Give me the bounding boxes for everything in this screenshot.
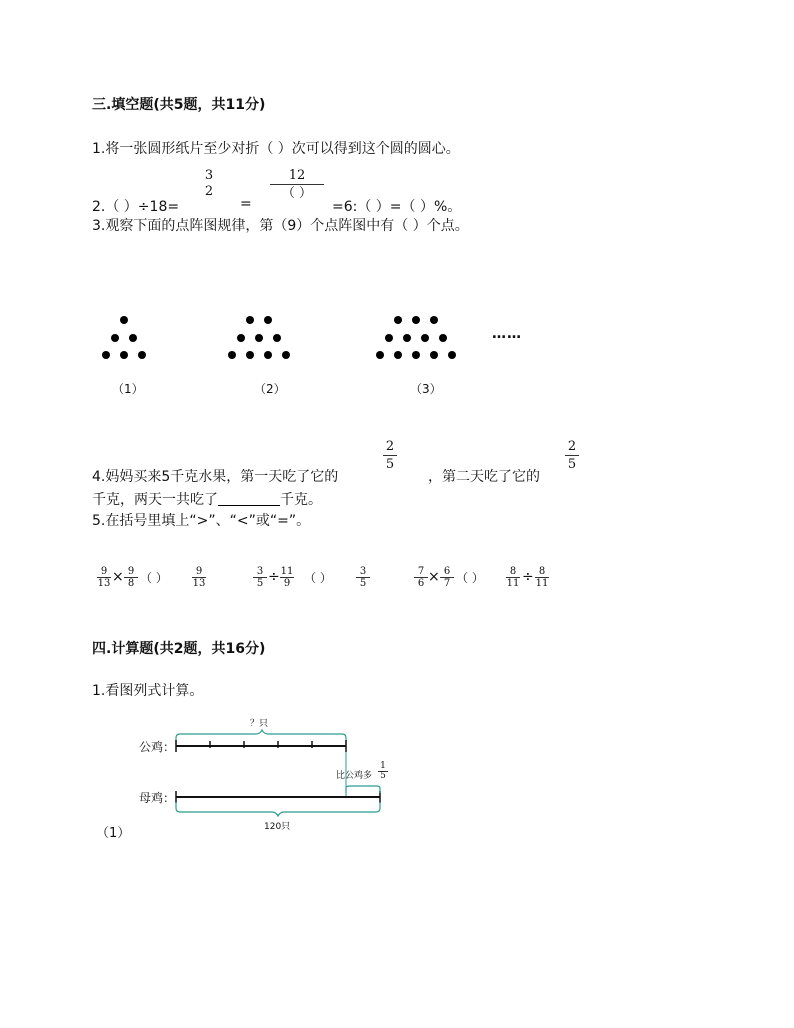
- fraction-denominator: 13: [192, 578, 206, 589]
- fraction-denominator: 8: [127, 578, 135, 589]
- question-5-text: 5.在括号里填上“>”、“<”或“=”。: [92, 513, 311, 529]
- fraction-numerator: 2: [385, 439, 395, 454]
- fraction-denominator: 5: [256, 578, 264, 589]
- sub-question-label: （1）: [96, 826, 131, 841]
- fraction-denominator: 7: [443, 578, 451, 589]
- expr1-operator: ×: [112, 569, 124, 585]
- dot-array-label-1: （1）: [112, 382, 144, 396]
- section-title-calculation: 四.计算题(共2题，共16分): [92, 641, 266, 657]
- dot-array-label-3: （3）: [410, 382, 442, 396]
- extra-brace: [346, 786, 380, 793]
- fraction-denominator: 5: [385, 457, 395, 472]
- hen-label: 母鸡：: [139, 791, 176, 805]
- section-title-fill-blank: 三.填空题(共5题，共11分): [92, 97, 266, 113]
- fraction-denominator: 6: [417, 578, 425, 589]
- rooster-label: 公鸡：: [139, 740, 176, 754]
- expr1-answer-paren[interactable]: （ ）: [140, 571, 168, 585]
- bottom-brace-label: 120只: [264, 822, 291, 832]
- top-brace: [176, 730, 346, 744]
- dot-array-ellipsis: ……: [492, 326, 522, 342]
- fraction-denominator: 5: [380, 771, 386, 781]
- fraction-denominator: 9: [283, 578, 291, 589]
- fraction-denominator: 13: [97, 578, 111, 589]
- fraction-numerator: 2: [567, 439, 577, 454]
- fraction-numerator: 6: [443, 566, 451, 577]
- fraction-numerator: 1: [380, 761, 386, 771]
- question-4-part-b: ，第二天吃了它的: [428, 469, 540, 485]
- expr3-operator-2: ÷: [522, 569, 534, 585]
- dot-array-label-2: （2）: [254, 382, 286, 396]
- fraction-numerator: 7: [417, 566, 425, 577]
- more-than-rooster-label: 比公鸡多: [336, 771, 373, 781]
- question-2-part-b: =6:（ ）=（ ）%。: [332, 199, 462, 215]
- expr2-answer-paren[interactable]: （ ）: [304, 571, 332, 585]
- fraction-denominator: （ ）: [281, 186, 313, 201]
- fraction-numerator: 3: [359, 566, 367, 577]
- fraction-denominator: 11: [535, 578, 549, 589]
- calculation-1-text: 1.看图列式计算。: [92, 683, 204, 699]
- top-brace-label: ？只: [250, 719, 269, 729]
- fraction-numerator: 3: [204, 168, 214, 183]
- question-4-line-2-a: 千克，两天一共吃了: [92, 492, 218, 508]
- fraction-numerator: 9: [127, 566, 135, 577]
- question-4-line-2-b: 千克。: [280, 492, 322, 508]
- fraction-denominator: 5: [567, 457, 577, 472]
- fraction-numerator: 9: [195, 566, 203, 577]
- bottom-brace: [176, 802, 380, 816]
- question-4-part-a: 4.妈妈买来5千克水果，第一天吃了它的: [92, 469, 339, 485]
- fraction-denominator: 11: [506, 578, 520, 589]
- fraction-numerator: 11: [280, 566, 294, 577]
- fraction-numerator: 12: [288, 168, 306, 183]
- question-2-equals: =: [240, 196, 252, 212]
- question-3-text: 3.观察下面的点阵图规律，第（9）个点阵图中有（ ）个点。: [92, 218, 469, 234]
- question-1-text: 1.将一张圆形纸片至少对折（ ）次可以得到这个圆的圆心。: [92, 141, 460, 157]
- expr2-operator: ÷: [268, 569, 280, 585]
- fraction-numerator: 3: [256, 566, 264, 577]
- fraction-numerator: 8: [538, 566, 546, 577]
- question-2-part-a: 2.（ ）÷18=: [92, 199, 180, 215]
- fraction-denominator: 2: [204, 184, 214, 199]
- fraction-numerator: 8: [509, 566, 517, 577]
- expr3-answer-paren[interactable]: （ ）: [456, 571, 484, 585]
- expr3-operator: ×: [428, 569, 440, 585]
- fraction-numerator: 9: [100, 566, 108, 577]
- fraction-denominator: 5: [359, 578, 367, 589]
